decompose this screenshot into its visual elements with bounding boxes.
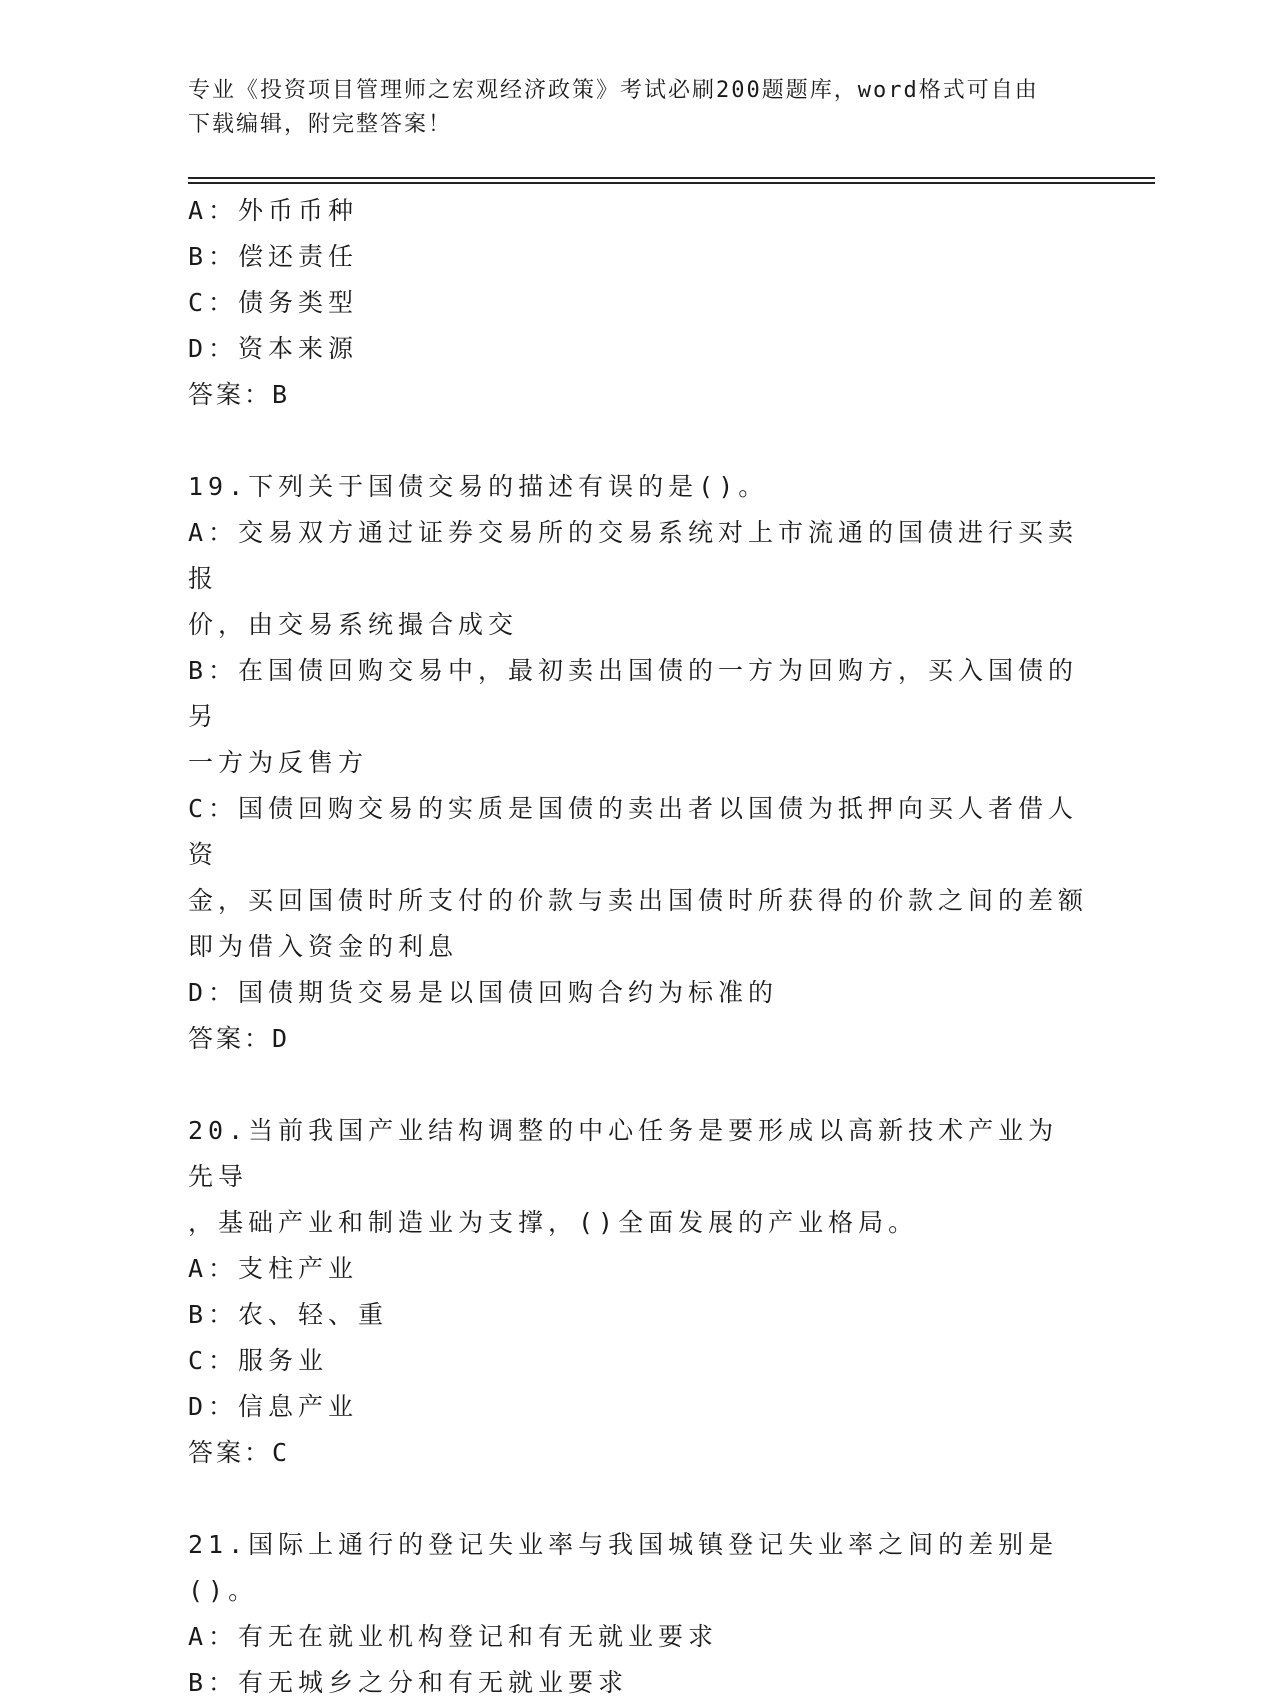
spacer (188, 1476, 1088, 1522)
option-c: 金，买回国债时所支付的价款与卖出国债时所获得的价款之间的差额 (188, 886, 1089, 915)
question-20 (188, 1108, 1088, 1476)
document-header (188, 74, 1088, 142)
question-19 (188, 464, 1088, 1062)
option-d: D：信息产业 (188, 1392, 359, 1421)
option-d: D：资本来源 (188, 334, 359, 363)
option-c: C：服务业 (188, 1346, 329, 1375)
option-a: A：外币币种 (188, 196, 359, 225)
header-line: 专业《投资项目管理师之宏观经济政策》考试必刷200题题库，word格式可自由 (188, 78, 1039, 103)
question-21 (188, 1522, 1088, 1706)
header-divider (188, 177, 1155, 179)
option-c: C：债务类型 (188, 288, 359, 317)
answer: 答案：D (188, 1024, 291, 1053)
option-a: 价，由交易系统撮合成交 (188, 610, 519, 639)
option-a: A：支柱产业 (188, 1254, 359, 1283)
option-a: A：有无在就业机构登记和有无就业要求 (188, 1622, 719, 1651)
option-b: B：偿还责任 (188, 242, 359, 271)
question-stem: 21.国际上通行的登记失业率与我国城镇登记失业率之间的差别是()。 (188, 1530, 1059, 1605)
question-list (188, 188, 1088, 1706)
spacer (188, 1062, 1088, 1108)
option-b: B：农、轻、重 (188, 1300, 389, 1329)
question-stem: 19.下列关于国债交易的描述有误的是()。 (188, 472, 769, 501)
spacer (188, 418, 1088, 464)
question-stem: 20.当前我国产业结构调整的中心任务是要形成以高新技术产业为先导 (188, 1116, 1059, 1191)
question-18 (188, 188, 1088, 418)
answer: 答案：B (188, 380, 291, 409)
answer: 答案：C (188, 1438, 291, 1467)
option-a: A：交易双方通过证券交易所的交易系统对上市流通的国债进行买卖报 (188, 518, 1079, 593)
option-d: D：国债期货交易是以国债回购合约为标准的 (188, 978, 779, 1007)
question-stem: ，基础产业和制造业为支撑，()全面发展的产业格局。 (188, 1208, 919, 1237)
option-c: C：国债回购交易的实质是国债的卖出者以国债为抵押向买人者借人资 (188, 794, 1079, 869)
option-b: B：在国债回购交易中，最初卖出国债的一方为回购方，买入国债的另 (188, 656, 1079, 731)
header-line: 下载编辑，附完整答案！ (188, 112, 453, 137)
option-b: 一方为反售方 (188, 748, 369, 777)
header-divider (188, 182, 1155, 184)
option-c: 即为借入资金的利息 (188, 932, 459, 961)
option-b: B：有无城乡之分和有无就业要求 (188, 1668, 629, 1697)
